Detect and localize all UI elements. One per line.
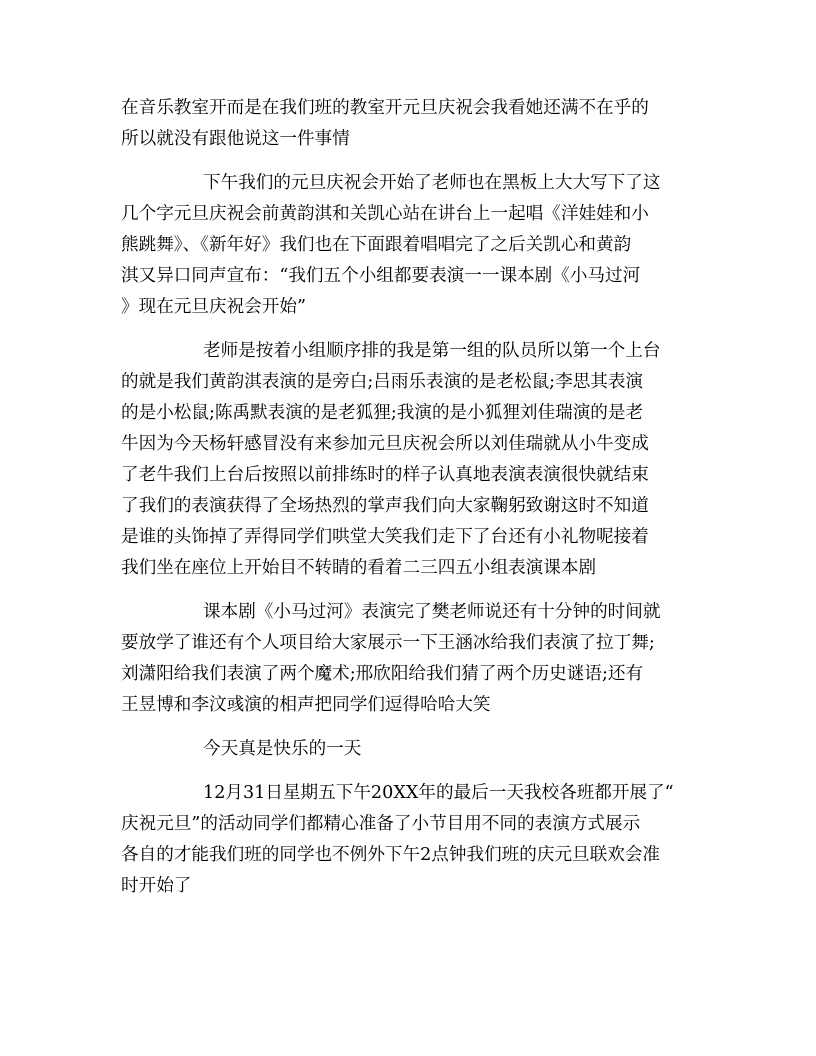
text-line: 时开始了 [121, 876, 192, 896]
text-line: 是谁的头饰掉了弄得同学们哄堂大笑我们走下了台还有小礼物呢接着 [121, 527, 649, 547]
text-line: 王昱博和李汶彧演的相声把同学们逗得哈哈大笑 [121, 695, 491, 715]
text-line: 的就是我们黄韵淇表演的是旁白;吕雨乐表演的是老松鼠;李思其表演 [121, 372, 644, 392]
text-line: 我们坐在座位上开始目不转睛的看着二三四五小组表演课本剧 [121, 558, 597, 578]
text-line: 》现在元旦庆祝会开始” [121, 297, 306, 317]
text-line: 所以就没有跟他说这一件事情 [121, 129, 350, 149]
text-line-paragraph-start: 老师是按着小组顺序排的我是第一组的队员所以第一个上台 [203, 341, 661, 361]
text-line: 牛因为今天杨轩感冒没有来参加元旦庆祝会所以刘佳瑞就从小牛变成 [121, 434, 649, 454]
text-line-paragraph-start: 下午我们的元旦庆祝会开始了老师也在黑板上大大写下了这 [203, 173, 661, 193]
text-line: 的是小松鼠;陈禹默表演的是老狐狸;我演的是小狐狸刘佳瑞演的是老 [121, 403, 644, 423]
text-line: 了老牛我们上台后按照以前排练时的样子认真地表演表演很快就结束 [121, 465, 649, 485]
text-line: 几个字元旦庆祝会前黄韵淇和关凯心站在讲台上一起唱《洋娃娃和小 [121, 204, 649, 224]
text-line: 庆祝元旦”的活动同学们都精心准备了小节目用不同的表演方式展示 [121, 814, 641, 834]
text-line-paragraph-start: 12月31日星期五下午20XX年的最后一天我校各班都开展了“ [203, 783, 674, 803]
text-line: 在音乐教室开而是在我们班的教室开元旦庆祝会我看她还满不在乎的 [121, 98, 649, 118]
text-line-paragraph-start: 今天真是快乐的一天 [203, 739, 362, 759]
text-line: 淇又异口同声宣布：“我们五个小组都要表演一一课本剧《小马过河 [121, 266, 641, 286]
text-line: 各自的才能我们班的同学也不例外下午2点钟我们班的庆元旦联欢会准 [121, 845, 661, 865]
text-line: 要放学了谁还有个人项目给大家展示一下王涵冰给我们表演了拉丁舞; [121, 633, 655, 653]
text-line: 刘潇阳给我们表演了两个魔术;邢欣阳给我们猜了两个历史谜语;还有 [121, 664, 644, 684]
text-line-paragraph-start: 课本剧《小马过河》表演完了樊老师说还有十分钟的时间就 [203, 602, 661, 622]
text-line: 了我们的表演获得了全场热烈的掌声我们向大家鞠躬致谢这时不知道 [121, 496, 649, 516]
text-line: 熊跳舞》、《新年好》我们也在下面跟着唱唱完了之后关凯心和黄韵 [121, 235, 632, 255]
